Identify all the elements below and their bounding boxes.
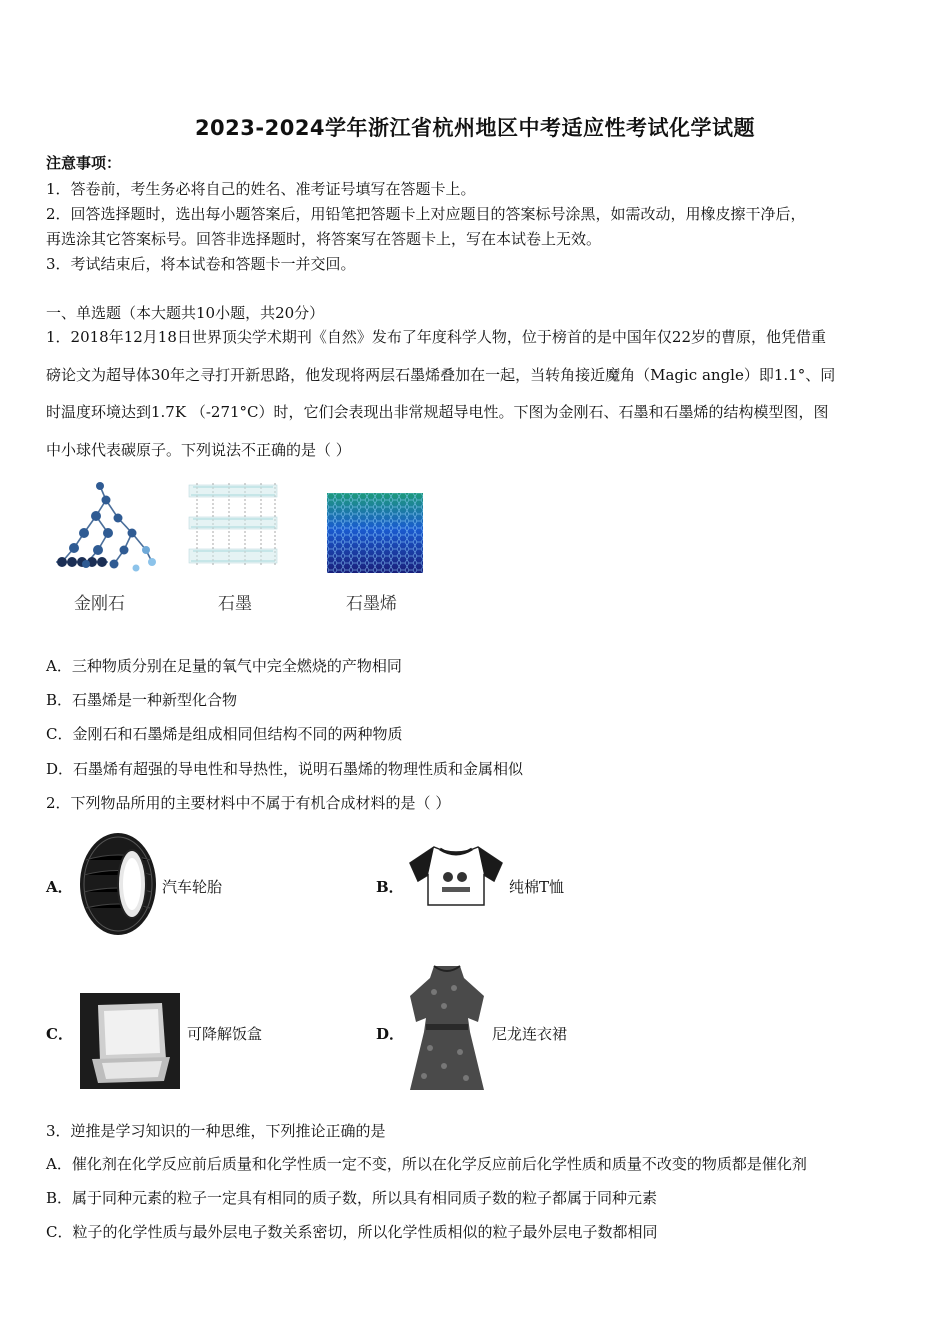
caption-graphite: 石墨	[218, 594, 252, 614]
q3-option-c: C．粒子的化学性质与最外层电子数关系密切，所以化学性质相似的粒子最外层电子数都相同	[46, 1223, 658, 1241]
caption-graphene: 石墨烯	[346, 594, 397, 614]
notice-item: 2．回答选择题时，选出每小题答案后，用铅笔把答题卡上对应题目的答案标号涂黑，如需改动，用橡皮擦干净后，	[46, 205, 806, 223]
q1-option-c: C．金刚石和石墨烯是组成相同但结构不同的两种物质	[46, 725, 403, 743]
q1-stem-line: 1．2018年12月18日世界顶尖学术期刊《自然》发布了年度科学人物，位于榜首的是中国年仅22岁的曹原，他凭借重	[46, 328, 826, 346]
q2-option-c-text: 可降解饭盒	[187, 1025, 263, 1043]
q1-option-b: B．石墨烯是一种新型化合物	[46, 691, 238, 709]
q1-stem-line: 磅论文为超导体30年之寻打开新思路，他发现将两层石墨烯叠加在一起，当转角接近魔角（Magic angle）即1.1°、同	[46, 366, 836, 384]
q3-stem: 3．逆推是学习知识的一种思维，下列推论正确的是	[46, 1122, 386, 1140]
notice-heading: 注意事项：	[46, 154, 122, 172]
dress-image	[404, 962, 490, 1094]
q2-option-b-label: B．	[376, 878, 404, 896]
notice-item: 1．答卷前，考生务必将自己的姓名、准考证号填写在答题卡上。	[46, 180, 476, 198]
tshirt-image	[404, 843, 508, 909]
notice-item: 3．考试结束后，将本试卷和答题卡一并交回。	[46, 255, 356, 273]
caption-diamond: 金刚石	[74, 594, 125, 614]
page-title: 2023-2024学年浙江省杭州地区中考适应性考试化学试题	[194, 116, 756, 140]
diamond-structure-image	[48, 478, 158, 578]
q3-option-b: B．属于同种元素的粒子一定具有相同的质子数，所以具有相同质子数的粒子都属于同种元素	[46, 1189, 658, 1207]
q1-option-d: D．石墨烯有超强的导电性和导热性，说明石墨烯的物理性质和金属相似	[46, 760, 524, 778]
section-heading: 一、单选题（本大题共10小题，共20分）	[46, 304, 325, 322]
q1-option-a: A．三种物质分别在足量的氧气中完全燃烧的产物相同	[46, 657, 402, 675]
q3-option-a: A．催化剂在化学反应前后质量和化学性质一定不变，所以在化学反应前后化学性质和质量不改变的物质都是催化剂	[46, 1155, 807, 1173]
q2-option-d-label: D．	[376, 1025, 405, 1043]
q2-stem: 2．下列物品所用的主要材料中不属于有机合成材料的是（ ）	[46, 794, 451, 812]
q2-option-a-label: A．	[46, 878, 73, 896]
graphene-structure-image	[327, 493, 423, 573]
q2-option-a-text: 汽车轮胎	[162, 878, 223, 896]
notice-item: 再选涂其它答案标号。回答非选择题时，将答案写在答题卡上，写在本试卷上无效。	[46, 230, 602, 248]
q2-option-b-text: 纯棉T恤	[509, 878, 565, 896]
q2-option-d-text: 尼龙连衣裙	[492, 1025, 568, 1043]
tire-image	[76, 830, 160, 938]
q2-option-c-label: C．	[46, 1025, 73, 1043]
q1-stem-line: 时温度环境达到1.7K （-271°C）时，它们会表现出非常规超导电性。下图为金刚石、石墨和石墨烯的结构模型图，图	[46, 403, 829, 421]
q1-stem-line: 中小球代表碳原子。下列说法不正确的是（ ）	[46, 441, 351, 459]
lunchbox-image	[80, 993, 180, 1089]
graphite-structure-image	[183, 475, 283, 575]
